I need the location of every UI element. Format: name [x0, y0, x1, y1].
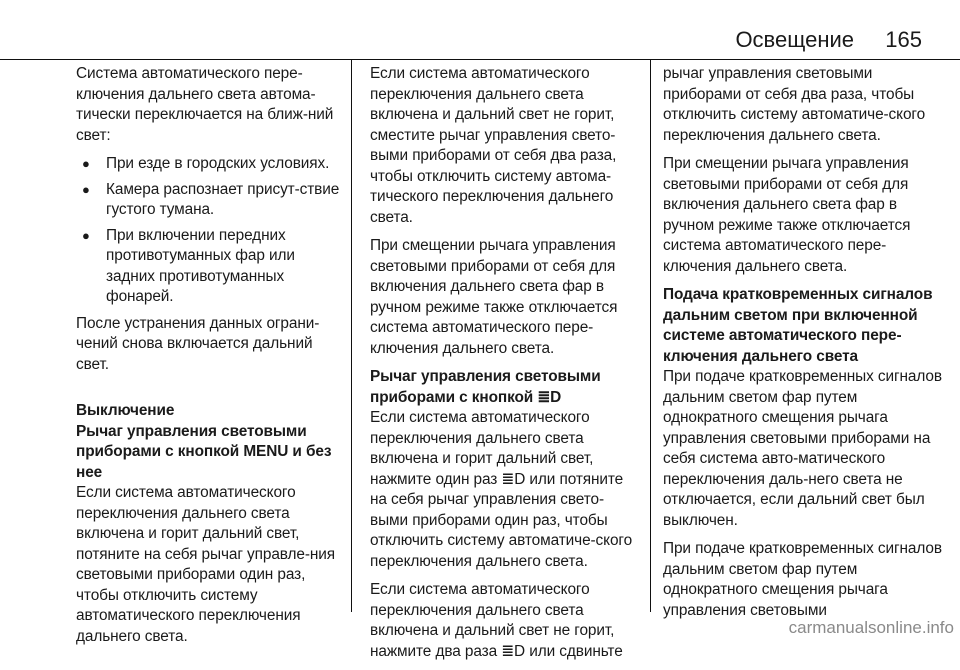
paragraph-text: или сдвиньте: [529, 642, 623, 660]
list-item: ● Камера распознает присут-ствие густого тумана.: [76, 180, 344, 221]
conditions-list: [76, 154, 344, 308]
paragraph: При смещении рычага управления световыми приборами от себя для включения дальнего света фар в ручном режиме также отключается система автоматического пере-ключения дальнего света.: [663, 155, 911, 275]
subheading-flash: Подача кратковременных сигналов дальним светом при включенной системе автоматического пере-ключения дальнего света: [663, 286, 933, 365]
column-divider: [351, 60, 352, 612]
paragraph: При подаче кратковременных сигналов дальним светом фар путем однократного смещения рычага управления световыми: [663, 540, 942, 619]
paragraph-text: или потяните на себя рычаг управления свето-выми приборами один раз, чтобы отключить систему автоматиче-ского переключения дальнего света.: [370, 470, 633, 570]
column-1: [76, 64, 344, 655]
column-divider: [650, 60, 651, 612]
high-beam-icon: ≣D: [537, 388, 562, 406]
high-beam-icon: ≣D: [501, 470, 526, 488]
paragraph: При подаче кратковременных сигналов дальним светом фар путем однократного смещения рычага управления световыми приборами на себя система авто-матического переключения даль-него света не отключается, если дальний свет был выключен.: [663, 368, 942, 529]
paragraph-text: Если система автоматического переключения дальнего света включена и горит дальний свет, нажмите один раз: [370, 409, 594, 488]
page-title: Освещение: [735, 27, 854, 52]
paragraph: Если система автоматического переключения дальнего света включена и дальний свет не горит, сместите рычаг управления свето-выми приборами от себя два раза, чтобы отключить систему автома-тического переключения дальнего света.: [370, 65, 617, 226]
column-2: [370, 64, 638, 670]
high-beam-icon: ≣D: [501, 642, 526, 660]
list-item: ● При езде в городских условиях.: [76, 154, 344, 175]
subheading-text: Рычаг управления световыми приборами с кнопкой: [370, 368, 601, 406]
paragraph: [370, 580, 638, 662]
paragraph: [370, 408, 638, 572]
watermark: carmanualsonline.info: [788, 618, 954, 637]
paragraph: рычаг управления световыми приборами от себя два раза, чтобы отключить систему автоматиче-ского переключения дальнего света.: [663, 65, 926, 144]
section-heading-off: Выключение: [76, 402, 175, 419]
restore-paragraph: После устранения данных ограни-чений снова включается дальний свет.: [76, 314, 320, 373]
list-item: ● При включении передних противотуманных фар или задних противотуманных фонарей.: [76, 226, 344, 308]
header-divider: [0, 59, 960, 60]
page-number: 165: [885, 27, 922, 52]
intro-paragraph: Система автоматического пере-ключения дальнего света автома-тически переключается на ближ-ний свет:: [76, 65, 334, 144]
paragraph-lever-menu: Если система автоматического переключения дальнего света включена и горит дальний свет, потяните на себя рычаг управле-ния световыми приборами один раз, чтобы отключить систему автоматического переключения дальнего света.: [76, 484, 336, 645]
subheading-lever-button: [370, 367, 638, 408]
subheading-lever-menu: Рычаг управления световыми приборами с кнопкой MENU и без нее: [76, 422, 332, 481]
page-header: [0, 0, 960, 60]
column-3: [663, 64, 943, 629]
paragraph: При смещении рычага управления световыми приборами от себя для включения дальнего света фар в ручном режиме также отключается система автоматического пере-ключения дальнего света.: [370, 237, 618, 357]
paragraph-text: Если система автоматического переключения дальнего света включена и дальний свет не горит, нажмите два раза: [370, 581, 615, 660]
